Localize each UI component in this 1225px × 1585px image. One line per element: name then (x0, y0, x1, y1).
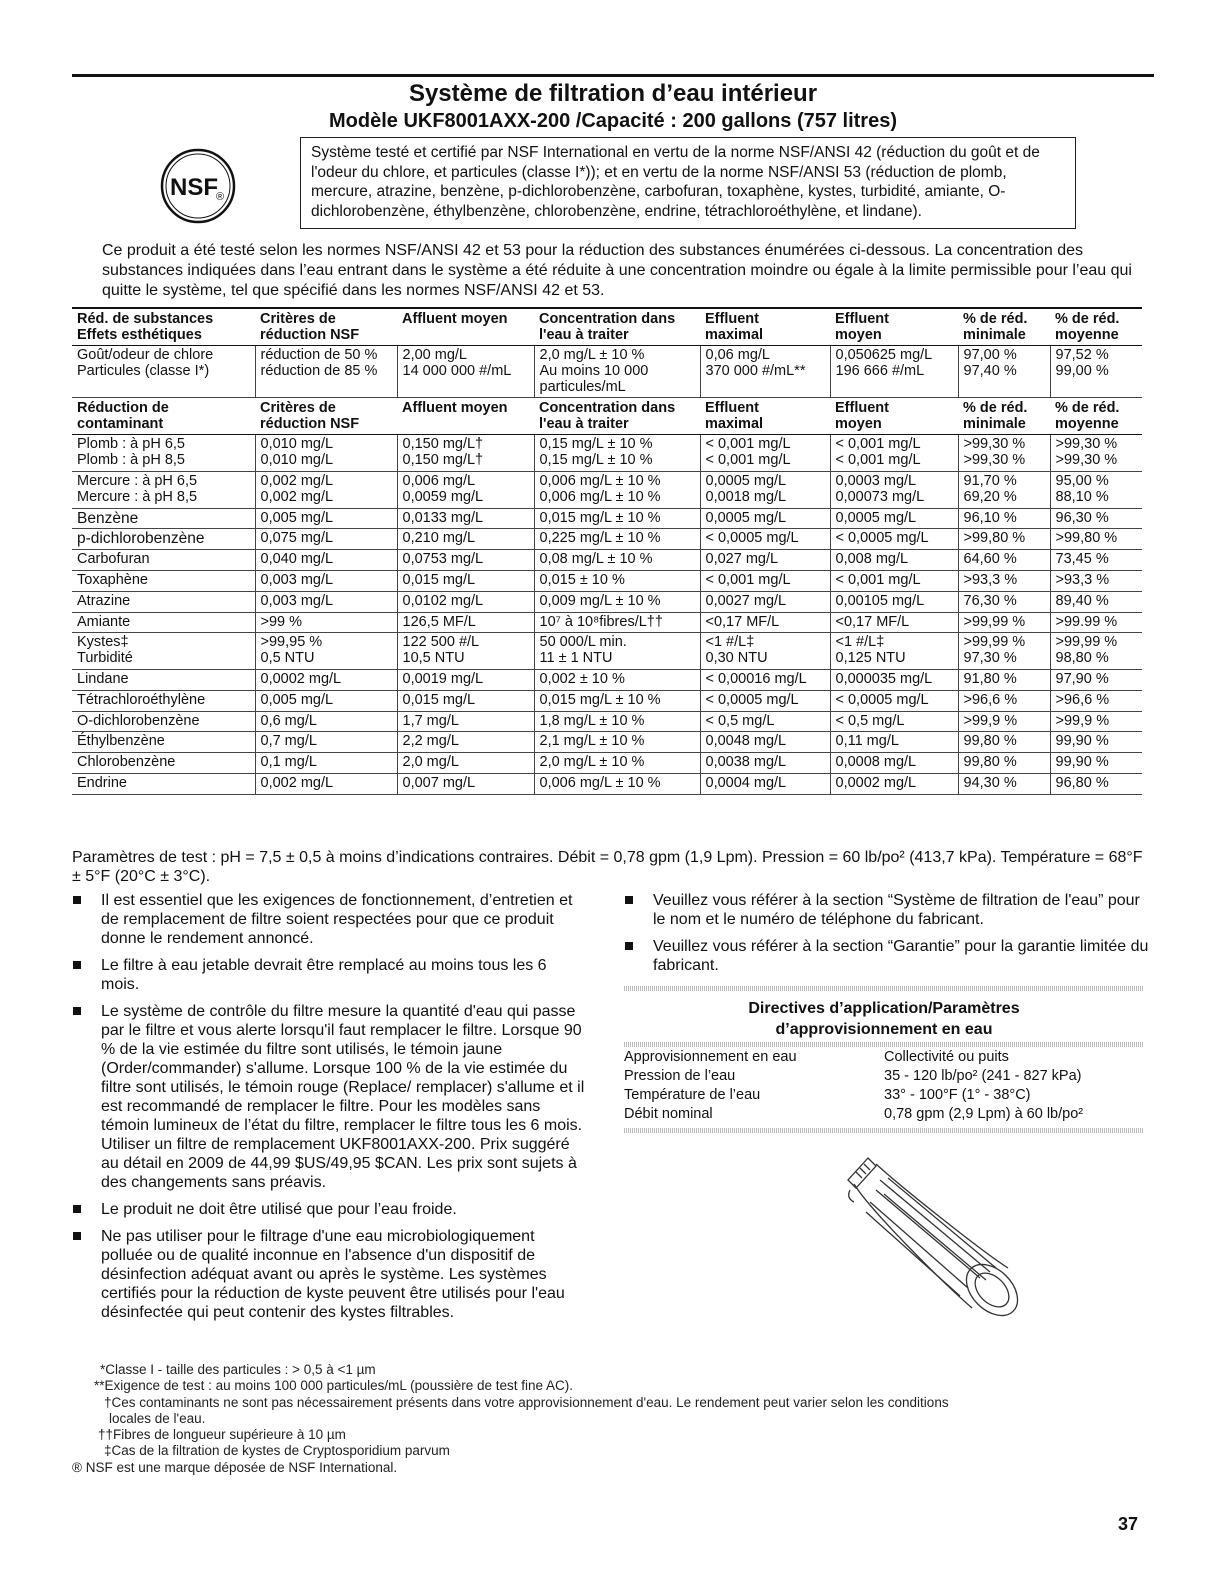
table-cell: 0,009 mg/L ± 10 % (534, 591, 700, 612)
table-cell: 2,0 mg/L (397, 753, 534, 774)
table-cell: 0,005 mg/L (255, 508, 397, 529)
table-cell: 0,00105 mg/L (830, 591, 958, 612)
table-cell: 64,60 % (958, 550, 1050, 571)
table-cell: 0,0048 mg/L (700, 732, 830, 753)
directives-row (624, 1105, 1144, 1124)
table-cell: < 0,00016 mg/L (700, 669, 830, 690)
directives-row (624, 1067, 1144, 1086)
table-cell: 0,7 mg/L (255, 732, 397, 753)
directives-key: Pression de l’eau (624, 1068, 736, 1084)
table-cell: 0,010 mg/L 0,010 mg/L (255, 435, 397, 472)
table-cell: Kystes‡ Turbidité (72, 633, 255, 670)
table-cell: 0,005 mg/L (255, 690, 397, 711)
nsf-registered-mark: ® (215, 191, 225, 203)
table-cell: 0,015 mg/L (397, 690, 534, 711)
table-row (72, 612, 1142, 633)
nsf-logo-icon (160, 148, 236, 224)
table-cell: 0,225 mg/L ± 10 % (534, 529, 700, 550)
table-cell: p-dichlorobenzène (72, 529, 255, 550)
page-subtitle: Modèle UKF8001AXX-200 /Capacité : 200 gallons (757 litres) (329, 110, 897, 132)
table-cell: 0,08 mg/L ± 10 % (534, 550, 700, 571)
table-cell: 97,52 % 99,00 % (1050, 346, 1142, 398)
table-cell: 94,30 % (958, 773, 1050, 794)
table-cell: 0,015 ± 10 % (534, 570, 700, 591)
table-row (72, 346, 1142, 398)
table-cell: <1 #/L‡ 0,125 NTU (830, 633, 958, 670)
table-cell: 10⁷ à 10⁸fibres/L†† (534, 612, 700, 633)
table-cell: <1 #/L‡ 0,30 NTU (700, 633, 830, 670)
column-header: Effluent maximal (700, 308, 830, 346)
table-cell: >99,95 % 0,5 NTU (255, 633, 397, 670)
table-cell: 89,40 % (1050, 591, 1142, 612)
table-cell: >99,80 % (1050, 529, 1142, 550)
table-cell: 0,002 mg/L 0,002 mg/L (255, 471, 397, 508)
table-cell: 0,0004 mg/L (700, 773, 830, 794)
water-filter-illustration-icon (840, 1150, 1030, 1330)
table-cell: 0,040 mg/L (255, 550, 397, 571)
table-cell: 99,90 % (1050, 753, 1142, 774)
table-cell: 0,11 mg/L (830, 732, 958, 753)
table-cell: 0,008 mg/L (830, 550, 958, 571)
table-cell: < 0,0005 mg/L (830, 529, 958, 550)
table-cell: 122 500 #/L 10,5 NTU (397, 633, 534, 670)
column-header: Affluent moyen (397, 398, 534, 435)
table-cell: >99,30 % >99,30 % (1050, 435, 1142, 472)
table-cell: 97,90 % (1050, 669, 1142, 690)
intro-paragraph: Ce produit a été testé selon les normes NSF/ANSI 42 et 53 pour la réduction des substances énumérées ci-dessous. La concentration des substances indiquées dans l’eau entrant dans le système a été réduite à une concentration moindre ou égale à la limite permissible pour l’eau qui quitte le système, tel que spécifié dans les normes NSF/ANSI 42 et 53. (102, 242, 1132, 299)
table-cell: 126,5 MF/L (397, 612, 534, 633)
table-cell: 0,0102 mg/L (397, 591, 534, 612)
list-item: Veuillez vous référer à la section “Système de filtration de l'eau” pour le nom et le numéro de téléphone du fabricant. (624, 891, 1154, 929)
table-cell: 0,0003 mg/L 0,00073 mg/L (830, 471, 958, 508)
table-cell: >96,6 % (1050, 690, 1142, 711)
column-header: Critères de réduction NSF (255, 308, 397, 346)
directives-row (624, 1086, 1144, 1105)
table-cell: Amiante (72, 612, 255, 633)
table-cell: >99,9 % (1050, 711, 1142, 732)
table-cell: 0,0753 mg/L (397, 550, 534, 571)
table-header-row (72, 398, 1142, 435)
table-cell: >93,3 % (1050, 570, 1142, 591)
contaminant-table (72, 307, 1142, 795)
table-cell: 96,30 % (1050, 508, 1142, 529)
table-cell: 0,150 mg/L† 0,150 mg/L† (397, 435, 534, 472)
table-cell: 0,0133 mg/L (397, 508, 534, 529)
table-cell: 0,0002 mg/L (830, 773, 958, 794)
table-cell: Tétrachloroéthylène (72, 690, 255, 711)
column-header: Réduction de contaminant (72, 398, 255, 435)
table-cell: 2,0 mg/L ± 10 % Au moins 10 000 particules/mL (534, 346, 700, 398)
footnote: locales de l'eau. (109, 1410, 206, 1426)
column-header: % de réd. minimale (958, 398, 1050, 435)
table-cell: réduction de 50 % réduction de 85 % (255, 346, 397, 398)
directives-key: Débit nominal (624, 1106, 713, 1122)
table-cell: < 0,001 mg/L < 0,001 mg/L (700, 435, 830, 472)
table-cell: 0,002 ± 10 % (534, 669, 700, 690)
table-cell: 0,050625 mg/L 196 666 #/mL (830, 346, 958, 398)
column-header: % de réd. minimale (958, 308, 1050, 346)
table-cell: 1,8 mg/L ± 10 % (534, 711, 700, 732)
table-cell: <0,17 MF/L (700, 612, 830, 633)
table-cell: < 0,0005 mg/L (700, 529, 830, 550)
hatch-divider (624, 1042, 1144, 1047)
table-cell: >99.99 % (1050, 612, 1142, 633)
footnote: ‡Cas de la filtration de kystes de Cryptosporidium parvum (104, 1443, 450, 1459)
column-header: Concentration dans l'eau à traiter (534, 398, 700, 435)
column-header: Affluent moyen (397, 308, 534, 346)
page-title: Système de filtration d’eau intérieur (408, 80, 818, 107)
table-cell: 73,45 % (1050, 550, 1142, 571)
table-cell: Toxaphène (72, 570, 255, 591)
directives-key: Température de l’eau (624, 1087, 761, 1103)
table-cell: Endrine (72, 773, 255, 794)
page-number: 37 (1118, 1514, 1139, 1534)
directives-title (624, 998, 1144, 1040)
table-cell: 2,1 mg/L ± 10 % (534, 732, 700, 753)
table-cell: 0,002 mg/L (255, 773, 397, 794)
footnote: ††Fibres de longueur supérieure à 10 µm (98, 1427, 346, 1443)
left-bullet-list (72, 891, 588, 1330)
table-cell: Carbofuran (72, 550, 255, 571)
directives-value: 35 - 120 lb/po² (241 - 827 kPa) (884, 1068, 1082, 1084)
table-cell: 1,7 mg/L (397, 711, 534, 732)
table-cell: 2,0 mg/L ± 10 % (534, 753, 700, 774)
column-header: % de réd. moyenne (1050, 398, 1142, 435)
directives-table (624, 1048, 1144, 1124)
top-rule (72, 74, 1154, 77)
table-row (72, 550, 1142, 571)
nsf-logo-text: NSF (170, 174, 218, 201)
hatch-divider (624, 1128, 1144, 1133)
table-cell: 0,015 mg/L ± 10 % (534, 508, 700, 529)
table-cell: 0,0008 mg/L (830, 753, 958, 774)
table-cell: < 0,001 mg/L (830, 570, 958, 591)
table-cell: 96,80 % (1050, 773, 1142, 794)
table-cell: < 0,0005 mg/L (700, 690, 830, 711)
table-cell: 0,1 mg/L (255, 753, 397, 774)
footnote: †Ces contaminants ne sont pas nécessairement présents dans votre approvisionnement d'eau. Le rendement peut varier selon les conditions (104, 1394, 949, 1410)
table-cell: 0,6 mg/L (255, 711, 397, 732)
table-cell: Éthylbenzène (72, 732, 255, 753)
table-cell: Lindane (72, 669, 255, 690)
right-bullet-list (624, 891, 1154, 983)
table-row (72, 690, 1142, 711)
table-cell: Mercure : à pH 6,5 Mercure : à pH 8,5 (72, 471, 255, 508)
table-cell: 0,0005 mg/L (700, 508, 830, 529)
table-cell: >99,99 % 97,30 % (958, 633, 1050, 670)
certification-box: Système testé et certifié par NSF International en vertu de la norme NSF/ANSI 42 (réduction du goût et de l'odeur du chlore, et particules (classe I*)); et en vertu de la norme NSF/ANSI 53 (réduction de plomb, mercure, atrazine, benzène, p-dichlorobenzène, carbofuran, toxaphène, kystes, turbidité, amiante, O-dichlorobenzène, éthylbenzène, chlorobenzène, endrine, tétrachloroéthylène, et lindane). (300, 137, 1076, 229)
table-cell: 0,0005 mg/L 0,0018 mg/L (700, 471, 830, 508)
footnote: **Exigence de test : au moins 100 000 particules/mL (poussière de test fine AC). (94, 1378, 574, 1394)
table-cell: < 0,001 mg/L < 0,001 mg/L (830, 435, 958, 472)
table-cell: Benzène (72, 508, 255, 529)
table-cell: >99,99 % (958, 612, 1050, 633)
table-header-row (72, 308, 1142, 346)
table-row (72, 471, 1142, 508)
table-cell: 0,003 mg/L (255, 591, 397, 612)
table-cell: 97,00 % 97,40 % (958, 346, 1050, 398)
footnotes (72, 1362, 1152, 1476)
table-row (72, 732, 1142, 753)
table-cell: 96,10 % (958, 508, 1050, 529)
table-cell: >99,9 % (958, 711, 1050, 732)
table-row (72, 435, 1142, 472)
table-cell: 0,0019 mg/L (397, 669, 534, 690)
footnote: *Classe I - taille des particules : > 0,5 à <1 µm (100, 1362, 376, 1377)
list-item: Le système de contrôle du filtre mesure la quantité d'eau qui passe par le filtre et vous alerte lorsqu'il faut remplacer le filtre. Lorsque 90 % de la vie estimée du filtre sont utilisés, le témoin jaune (Order/commander) s'allume. Lorsque 100 % de la vie estimée du filtre sont utilisés, le témoin rouge (Replace/ remplacer) s'allume et il est recommandé de remplacer le filtre. Pour les modèles sans témoin lumineux de l’état du filtre, remplacer le filtre tous les 6 mois. Utiliser un filtre de remplacement UKF8001AXX-200. Prix suggéré au détail en 2009 de 44,99 $US/49,95 $CAN. Les prix sont sujets à des changements sans préavis. (72, 1002, 588, 1192)
table-cell: 99,80 % (958, 732, 1050, 753)
footnote: ® NSF est une marque déposée de NSF International. (72, 1459, 398, 1475)
table-cell: 0,006 mg/L ± 10 % (534, 773, 700, 794)
table-cell: Chlorobenzène (72, 753, 255, 774)
table-cell: <0,17 MF/L (830, 612, 958, 633)
list-item: Veuillez vous référer à la section “Garantie” pour la garantie limitée du fabricant. (624, 937, 1154, 975)
directives-value: Collectivité ou puits (884, 1049, 1009, 1065)
table-cell: 91,80 % (958, 669, 1050, 690)
table-cell: 0,003 mg/L (255, 570, 397, 591)
table-cell: Goût/odeur de chlore Particules (classe I*) (72, 346, 255, 398)
table-cell: >96,6 % (958, 690, 1050, 711)
table-cell: 95,00 % 88,10 % (1050, 471, 1142, 508)
table-cell: < 0,001 mg/L (700, 570, 830, 591)
table-cell: 0,0005 mg/L (830, 508, 958, 529)
table-cell: < 0,0005 mg/L (830, 690, 958, 711)
list-item: Il est essentiel que les exigences de fonctionnement, d’entretien et de remplacement de filtre soient respectées pour que ce produit donne le rendement annoncé. (72, 891, 588, 948)
table-cell: 0,0002 mg/L (255, 669, 397, 690)
directives-title-line: Directives d’application/Paramètres (748, 1000, 1020, 1017)
table-cell: 0,075 mg/L (255, 529, 397, 550)
table-row (72, 633, 1142, 670)
table-cell: 76,30 % (958, 591, 1050, 612)
table-cell: 2,00 mg/L 14 000 000 #/mL (397, 346, 534, 398)
column-header: % de réd. moyenne (1050, 308, 1142, 346)
table-cell: 50 000/L min. 11 ± 1 NTU (534, 633, 700, 670)
table-cell: >93,3 % (958, 570, 1050, 591)
table-cell: Atrazine (72, 591, 255, 612)
table-cell: 0,0038 mg/L (700, 753, 830, 774)
table-row (72, 711, 1142, 732)
table-cell: 91,70 % 69,20 % (958, 471, 1050, 508)
list-item: Le filtre à eau jetable devrait être remplacé au moins tous les 6 mois. (72, 956, 588, 994)
table-cell: 0,000035 mg/L (830, 669, 958, 690)
table-cell: >99,30 % >99,30 % (958, 435, 1050, 472)
column-header: Effluent maximal (700, 398, 830, 435)
table-cell: >99,99 % 98,80 % (1050, 633, 1142, 670)
table-cell: 0,027 mg/L (700, 550, 830, 571)
directives-value: 33° - 100°F (1° - 38°C) (884, 1087, 1031, 1103)
directives-key: Approvisionnement en eau (624, 1049, 797, 1065)
test-parameters: Paramètres de test : pH = 7,5 ± 0,5 à moins d’indications contraires. Débit = 0,78 gpm (1,9 Lpm). Pression = 60 lb/po² (413,7 kPa). Température = 68°F ± 5°F (20°C ± 3°C). (72, 849, 1143, 885)
table-cell: 0,15 mg/L ± 10 % 0,15 mg/L ± 10 % (534, 435, 700, 472)
list-item: Ne pas utiliser pour le filtrage d'une eau microbiologiquement polluée ou de qualité inconnue en l'absence d'un dispositif de désinfection adéquat avant ou après le système. Les systèmes certifiés pour la réduction de kyste peuvent être utilisés pour l'eau désinfectée qui peut contenir des kystes filtrables. (72, 1227, 588, 1322)
list-item: Le produit ne doit être utilisé que pour l’eau froide. (72, 1200, 588, 1219)
table-row (72, 773, 1142, 794)
table-cell: < 0,5 mg/L (700, 711, 830, 732)
directives-title-line: d’approvisionnement en eau (775, 1021, 993, 1038)
column-header: Effluent moyen (830, 308, 958, 346)
table-cell: 99,90 % (1050, 732, 1142, 753)
table-row (72, 753, 1142, 774)
column-header: Effluent moyen (830, 398, 958, 435)
table-row (72, 529, 1142, 550)
column-header: Critères de réduction NSF (255, 398, 397, 435)
table-cell: 0,210 mg/L (397, 529, 534, 550)
table-cell: 0,006 mg/L ± 10 % 0,006 mg/L ± 10 % (534, 471, 700, 508)
table-cell: 0,007 mg/L (397, 773, 534, 794)
table-cell: 2,2 mg/L (397, 732, 534, 753)
directives-value: 0,78 gpm (2,9 Lpm) à 60 lb/po² (884, 1106, 1084, 1122)
table-cell: 0,0027 mg/L (700, 591, 830, 612)
table-cell: 0,015 mg/L (397, 570, 534, 591)
column-header: Concentration dans l'eau à traiter (534, 308, 700, 346)
table-cell: >99,80 % (958, 529, 1050, 550)
table-row (72, 570, 1142, 591)
table-cell: < 0,5 mg/L (830, 711, 958, 732)
table-cell: Plomb : à pH 6,5 Plomb : à pH 8,5 (72, 435, 255, 472)
table-row (72, 508, 1142, 529)
column-header: Réd. de substances Effets esthétiques (72, 308, 255, 346)
table-cell: 0,015 mg/L ± 10 % (534, 690, 700, 711)
table-cell: O-dichlorobenzène (72, 711, 255, 732)
table-row (72, 669, 1142, 690)
directives-row (624, 1048, 1144, 1067)
table-row (72, 591, 1142, 612)
table-cell: 0,06 mg/L 370 000 #/mL** (700, 346, 830, 398)
table-cell: 0,006 mg/L 0,0059 mg/L (397, 471, 534, 508)
hatch-divider (624, 986, 1144, 991)
table-cell: >99 % (255, 612, 397, 633)
table-cell: 99,80 % (958, 753, 1050, 774)
